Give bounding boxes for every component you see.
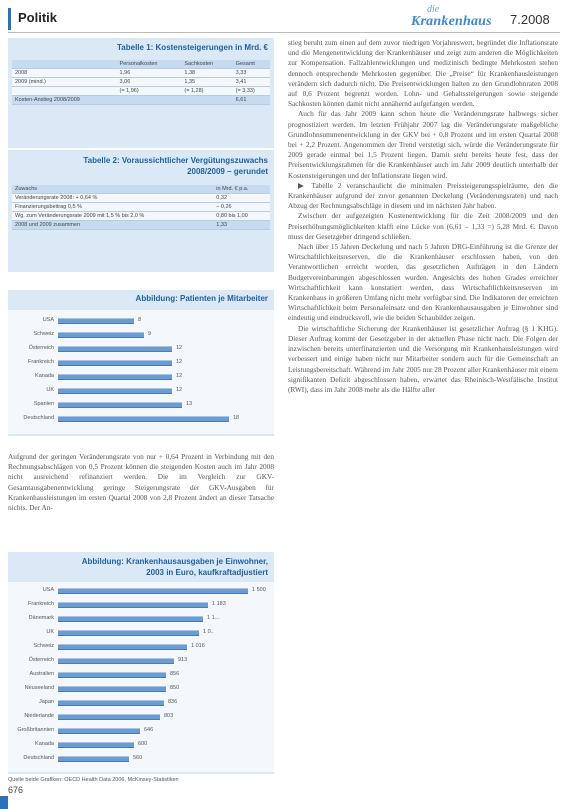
bar-value-label: 1 016 xyxy=(191,643,205,649)
bar-category-label: Spanien xyxy=(33,401,54,407)
bar xyxy=(58,402,182,408)
bar xyxy=(58,602,208,608)
bar-value-label: 850 xyxy=(170,685,180,691)
bar xyxy=(58,686,166,692)
bar-category-label: Japan xyxy=(39,699,54,705)
table1-box xyxy=(8,38,274,148)
table2-title: Tabelle 2: Voraussichtlicher Vergütungszuwachs 2008/2009 – gerundet xyxy=(83,156,268,176)
paragraph: stieg beruht zum einen auf dem zuvor niedrigen Vorjahreswert, begründet die Inflationsrate und die Mengenentwicklung der Krankenhäuser und zeigt zum anderen die Möglichkeiten zur Kompensation. Fallzahlentwicklungen und medizinisch bedingte Mehrkosten stehen dennoch entsprechende Mehrkosten gegenüber. Die „Preise“ für Krankenhausleistungen verändern sich dadurch nicht. Die Preisentwicklungen halten zu den Grundlohnraten 2008 auf 0,6 Prozent begrenzt worden. Lohn- und Gehaltssteigerungen sowie steigende Sachkosten können damit nicht annähernd aufgefangen werden. xyxy=(288,38,558,109)
table1-title: Tabelle 1: Kostensteigerungen in Mrd. € xyxy=(117,43,268,52)
table1 xyxy=(12,60,270,105)
chart1-plot xyxy=(8,310,274,434)
table-row: Finanzierungsbeitrag 0,5 % – 0,26 xyxy=(12,203,270,212)
bar xyxy=(58,374,172,380)
bar xyxy=(58,388,172,394)
table-row: 2009 (mind.) 3,06 1,35 3,41 xyxy=(12,78,270,87)
bar-value-label: 12 xyxy=(176,373,183,379)
paragraph: Aufgrund der geringen Veränderungsrate von nur + 0,64 Prozent in Verbindung mit den Rechnungsabschlägen von 0,5 Prozent können die steigenden Kosten auch im Jahr 2008 nicht ausreichend refinanziert werden. Die im Vergleich zur GKV-Gesamtausgabenentwicklung geringe Steigerungsrate der GKV-Ausgaben für Krankenhausleistungen im ersten Quartal 2008 von 2,8 Prozent ändert an dieser Tatsache nichts. Der An- xyxy=(8,452,274,513)
paragraph: Nach über 15 Jahren Deckelung und nach 5 Jahren DRG-Einführung ist die Grenze der Wirtschaftlichkeitsreserven, die die Krankenhäuser erschlossen haben, von den Verantwortlichen erreicht worden, das gesetzlichen Aufträgen in den Ländern Budgetvereinbarungen abgeschlossen wurden. Angesichts des hohen Grades erreichter Wirtschaftlichkeit kann konstatiert werden, dass Wirtschaftlichkeitsreserven im Krankenhaus in größeren Umfang nicht mehr verfügbar sind. Die Indikatoren der erreichten Wirtschaftlichkeit beim Personaleinsatz und den Krankenhausausgaben je Einwohner sind eindeutig und eindrucksvoll, wie die beiden Schaubilder zeigen. xyxy=(288,242,558,323)
chart2-box xyxy=(8,552,274,774)
bar xyxy=(58,700,164,706)
chart2-plot xyxy=(8,582,274,772)
bar-category-label: Neuseeland xyxy=(24,685,54,691)
table-row: Veränderungsrate 2008: + 0,64 % 0,32 xyxy=(12,194,270,203)
table-row: Wg. zum Veränderungsrate 2009 mit 1,5 % bis 2,0 % 0,80 bis 1,00 xyxy=(12,212,270,221)
bar-value-label: 12 xyxy=(176,387,183,393)
section-marker xyxy=(8,8,11,30)
bar-category-label: Österreich xyxy=(28,657,54,663)
bar-category-label: Australien xyxy=(29,671,54,677)
bar xyxy=(58,672,166,678)
bar xyxy=(58,588,248,594)
bar-value-label: 1 183 xyxy=(212,601,226,607)
left-column-text xyxy=(8,452,274,513)
bar-value-label: 12 xyxy=(176,345,183,351)
bar-category-label: Kanada xyxy=(35,741,54,747)
paragraph: Zwischen der aufgezeigten Kostenentwicklung für die Zeit 2008/2009 und den Preiserhöhungsmöglichkeiten klafft eine Lücke von (6,61 – 1,33 =) 5,28 Mrd. €. Davon muss der Gesetzgeber dringend schließen. xyxy=(288,211,558,241)
chart2-title-line1: Abbildung: Krankenhausausgaben je Einwohner, xyxy=(81,557,268,566)
bar-category-label: UK xyxy=(46,387,54,393)
bar-value-label: 1 0.. xyxy=(203,629,214,635)
bar xyxy=(58,728,140,734)
page-marker xyxy=(0,796,8,809)
bar xyxy=(58,714,160,720)
table-footer-row: 2008 und 2009 zusammen 1,33 xyxy=(12,221,270,230)
bar-category-label: USA xyxy=(42,317,54,323)
paragraph: ▶ Tabelle 2 veranschaulicht die minimalen Preissteigerungsspielräume, den die Krankenhäuser aufgrund der zuvor genannten Deckelung (Veränderungsraten) und nach Abzug der Rechnungsabschläge in diesem und im nächsten Jahr haben. xyxy=(288,180,558,211)
chart-source: Quelle beide Grafiken: OECD Health Data 2006, McKinsey-Statistiken xyxy=(8,777,179,783)
logo-prefix: die xyxy=(427,4,440,15)
logo-wordmark: Krankenhaus xyxy=(411,14,492,29)
bar xyxy=(58,756,129,762)
bar-category-label: Frankreich xyxy=(28,359,54,365)
bar-value-label: 803 xyxy=(164,713,174,719)
section-title: Politik xyxy=(18,10,58,25)
bar xyxy=(58,318,134,324)
chart1-title: Abbildung: Patienten je Mitarbeiter xyxy=(135,294,268,303)
page-number: 676 xyxy=(8,785,24,795)
bar-value-label: 9 xyxy=(148,331,152,337)
table2 xyxy=(12,185,270,230)
bar-category-label: Frankreich xyxy=(28,601,54,607)
bar xyxy=(58,616,203,622)
chart1-box xyxy=(8,290,274,436)
table-header-row: Zuwachs in Mrd. € p.a. xyxy=(12,185,270,194)
bar-category-label: USA xyxy=(42,587,54,593)
table-row: 2008 1,96 1,38 3,33 xyxy=(12,69,270,78)
bar xyxy=(58,644,187,650)
bar-value-label: 18 xyxy=(233,415,240,421)
bar-value-label: 646 xyxy=(144,727,154,733)
bar xyxy=(58,332,144,338)
table2-box xyxy=(8,150,274,272)
bar-value-label: 856 xyxy=(170,671,180,677)
bar-value-label: 836 xyxy=(168,699,178,705)
bar xyxy=(58,742,134,748)
right-column-text xyxy=(288,38,558,395)
bar-category-label: Niederlande xyxy=(24,713,54,719)
bar-value-label: 560 xyxy=(133,755,143,761)
bar-value-label: 13 xyxy=(186,401,193,407)
bar xyxy=(58,658,174,664)
bar-value-label: 1 1... xyxy=(207,615,220,621)
bar-value-label: 1 500 xyxy=(252,587,266,593)
issue-date: 7.2008 xyxy=(510,12,550,27)
table-header-row: Personalkosten Sachkosten Gesamt xyxy=(12,60,270,69)
bar xyxy=(58,360,172,366)
bar xyxy=(58,416,229,422)
bar-category-label: Schweiz xyxy=(33,643,54,649)
bar-category-label: Kanada xyxy=(35,373,54,379)
header-rule xyxy=(8,32,560,33)
bar-category-label: Dänemark xyxy=(28,615,54,621)
paragraph: Auch für das Jahr 2009 kann schon heute die Veränderungsrate halbwegs sicher prognostiziert werden. Im letzten Frühjahr 2007 lag die Veränderungsrate maßgebliche Grundlohnsummenentwicklung in der GKV bei + 0,8 Prozent und im ersten Quartal 2008 bei + 2,2 Prozent. Angenommen der Trend verstetigt sich, würde die Veränderungsrate für 2009 gerade einmal bei 1,5 Prozent liegen. Damit steht bereits heute fest, dass der Preisentwicklungsrahmen für die Krankenhäuser auch im Jahr 2009 deutlich unterhalb der Kostensteigerungen und der Inflationsrate liegen wird. xyxy=(288,109,558,180)
bar-value-label: 913 xyxy=(178,657,188,663)
bar-category-label: UK xyxy=(46,629,54,635)
bar-value-label: 12 xyxy=(176,359,183,365)
paragraph: Die wirtschaftliche Sicherung der Krankenhäuser ist gesetzlicher Auftrag (§ 1 KHG). Dieser Auftrag kommt der Gesetzgeber in der aktuellen Phase nicht nach. Die Folgen der inzwischen bereits unterfinanzierten und die Versorgung mit Krankenhausleistungen wird verbessert und einige haben nicht nur Mitarbeiter sondern auch für die Gemeinschaft an Leistungsbereitschaft. Während im Jahr 2005 nur 28 Prozent aller Krankenhäuser mit einem signifikanten Defizit abgeschlossen haben, erwartet das Rheinisch-Westfälische Institut (RWI), dass im Jahr 2008 mehr als die Hälfte aller xyxy=(288,323,558,394)
bar-category-label: Österreich xyxy=(28,345,54,351)
bar xyxy=(58,630,199,636)
table-row: (= 1,96) (= 1,28) (= 3,33) xyxy=(12,87,270,96)
bar-category-label: Großbritannien xyxy=(17,727,54,733)
bar-value-label: 600 xyxy=(138,741,148,747)
table-footer-row: Kosten-Anstieg 2008/2009 6,61 xyxy=(12,96,270,105)
chart2-title-line2: 2003 in Euro, kaufkraftadjustiert xyxy=(146,568,268,577)
bar-category-label: Deutschland xyxy=(23,755,54,761)
bar xyxy=(58,346,172,352)
bar-value-label: 8 xyxy=(138,317,142,323)
bar-category-label: Deutschland xyxy=(23,415,54,421)
bar-category-label: Schweiz xyxy=(33,331,54,337)
